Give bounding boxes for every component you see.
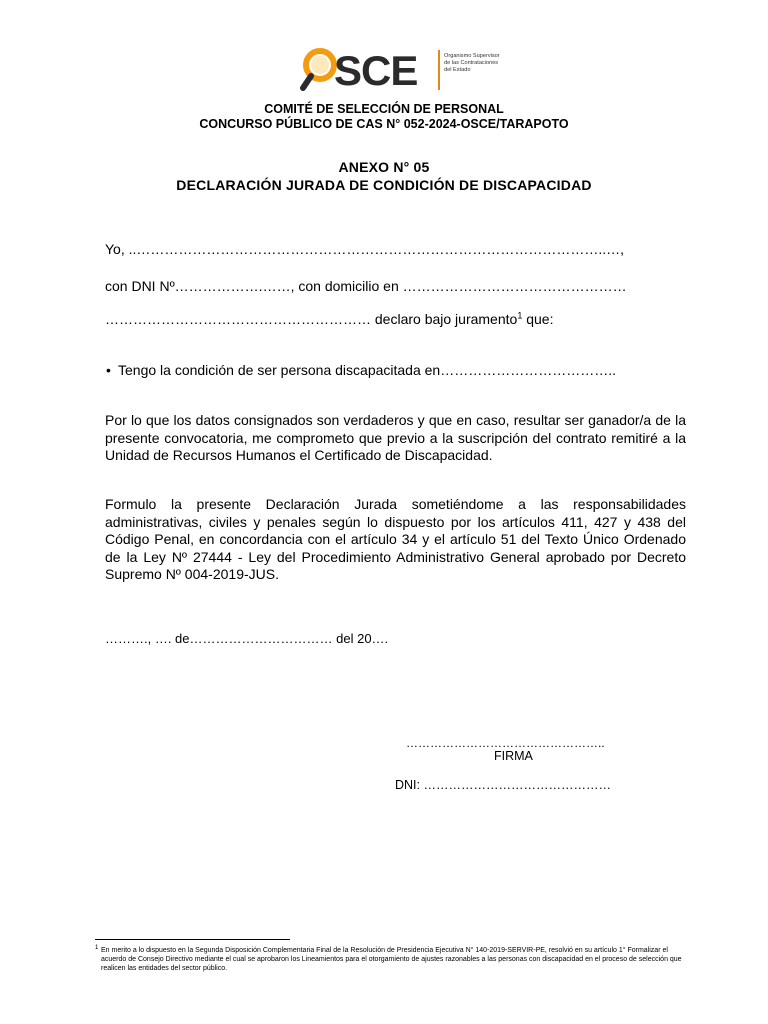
- osce-logo: [300, 46, 500, 98]
- logo-subtitle: Organismo Supervisor de las Contrataciones del Estado: [444, 53, 500, 73]
- declaration-line: [105, 311, 553, 327]
- declaration-text: ………………………………………………… declaro bajo juramento: [105, 311, 518, 327]
- date-line: ………., …. de…………………………… del 20….: [105, 631, 389, 646]
- contest-heading: CONCURSO PÚBLICO DE CAS N° 052-2024-OSCE/TARAPOTO: [199, 117, 569, 131]
- footnote-text: En merito a lo dispuesto en la Segunda Disposición Complementaria Final de la Resolución de Presidencia Ejecutiva N° 140-2019-SERVIR-PE, resolvió en su artículo 1° Formalizar el acuerdo de Consejo Directivo mediante el cual se aprobaron los Lineamientos para el otorgamiento de ajustes razonables a las personas con discapacidad en el proceso de selección que realicen las entidades del sector público.: [101, 947, 682, 972]
- bullet-item: [106, 362, 616, 378]
- footnote: [95, 946, 695, 973]
- signature-dni-line: DNI: ………………………………………: [395, 778, 611, 792]
- logo-divider: [438, 50, 440, 90]
- document-title: DECLARACIÓN JURADA DE CONDICIÓN DE DISCAPACIDAD: [176, 177, 592, 193]
- footnote-number: 1: [95, 945, 99, 951]
- declaration-end: que:: [522, 311, 554, 327]
- signature-label: FIRMA: [494, 749, 533, 763]
- signature-line: …………………………………………..: [406, 736, 605, 750]
- bullet-icon: •: [106, 362, 111, 378]
- paragraph-legal: Formulo la presente Declaración Jurada sometiéndome a las responsabilidades administrativas, civiles y penales según lo dispuesto por los artículos 411, 427 y 438 del Código Penal, en concordancia con el artículo 34 y el artículo 51 del Texto Único Ordenado de la Ley Nº 27444 - Ley del Procedimiento Administrativo General aprobado por Decreto Supremo Nº 004-2019-JUS.: [105, 496, 686, 582]
- annex-number: ANEXO N° 05: [338, 159, 430, 175]
- logo-wordmark: SCE: [334, 47, 418, 94]
- footnote-separator: [95, 939, 290, 940]
- committee-heading: COMITÉ DE SELECCIÓN DE PERSONAL: [264, 102, 504, 116]
- footnote-ref: 1: [517, 310, 523, 321]
- dni-address-line: con DNI Nº……………….……, con domicilio en …………………………………………: [105, 278, 627, 294]
- bullet-text: Tengo la condición de ser persona discapacitada en………………………………..: [118, 362, 616, 378]
- paragraph-commitment: Por lo que los datos consignados son verdaderos y que en caso, resultar ser ganador/a de la presente convocatoria, me comprometo que previo a la suscripción del contrato remitiré a la Unidad de Recursos Humanos el Certificado de Discapacidad.: [105, 412, 686, 463]
- name-line: Yo, ..………………………………………………………………………………………..…,: [105, 241, 625, 257]
